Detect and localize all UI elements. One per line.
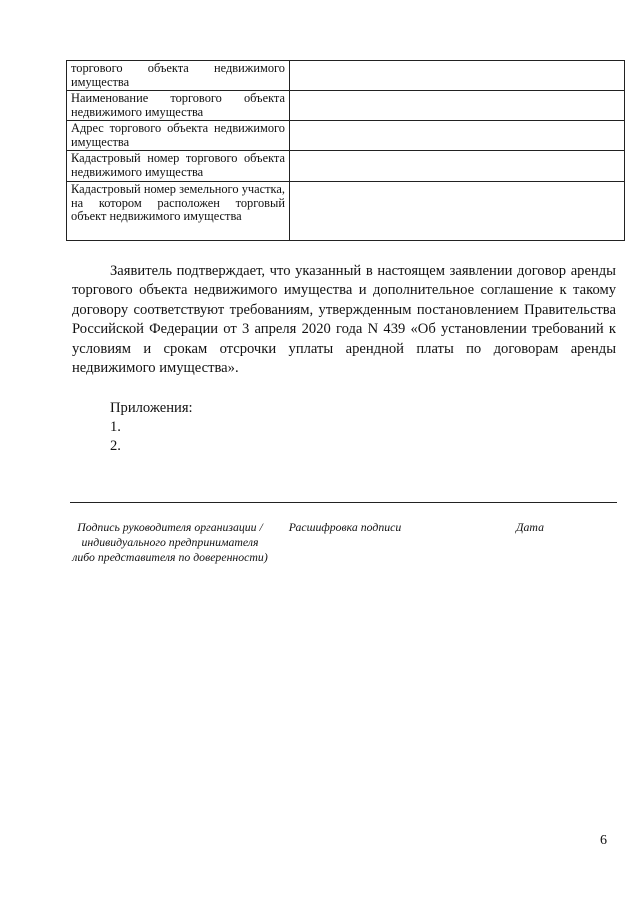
signature-line bbox=[70, 502, 617, 503]
row-label-object-name: Наименование торгового объекта недвижимого имущества bbox=[67, 91, 290, 121]
table-row bbox=[67, 121, 625, 151]
row-value-object-address[interactable] bbox=[290, 121, 625, 151]
table-row bbox=[67, 91, 625, 121]
signature-decoding-caption: Расшифровка подписи bbox=[288, 520, 402, 534]
applicant-statement: Заявитель подтверждает, что указанный в настоящем заявлении договор аренды торгового объекта недвижимого имущества и дополнительное соглашение к такому договору соответствуют требованиям, утвержденным постановлением Правительства Российской Федерации от 3 апреля 2020 года N 439 «Об установлении требований к условиям и срокам отсрочки уплаты арендной платы по договорам аренды недвижимого имущества». bbox=[72, 263, 616, 377]
table-row bbox=[67, 151, 625, 182]
row-label-object-continuation: торгового объекта недвижимого имущества bbox=[67, 61, 290, 91]
row-label-land-cadastral-number: Кадастровый номер земельного участка, на котором расположен торговый объект недвижимого имущества bbox=[67, 182, 290, 241]
table-row bbox=[67, 61, 625, 91]
page-number: 6 bbox=[600, 833, 607, 848]
row-label-object-address: Адрес торгового объекта недвижимого имущества bbox=[67, 121, 290, 151]
row-value-object-name[interactable] bbox=[290, 91, 625, 121]
date-caption: Дата bbox=[516, 520, 544, 534]
object-info-table bbox=[66, 60, 625, 241]
attachments-section bbox=[110, 399, 193, 456]
row-value-object-cadastral-number[interactable] bbox=[290, 151, 625, 182]
attachments-list bbox=[110, 418, 193, 456]
list-item: 2. bbox=[110, 438, 121, 454]
row-value-object-continuation[interactable] bbox=[290, 61, 625, 91]
attachments-title: Приложения: bbox=[110, 400, 193, 416]
table-row bbox=[67, 182, 625, 241]
row-value-land-cadastral-number[interactable] bbox=[290, 182, 625, 241]
row-label-object-cadastral-number: Кадастровый номер торгового объекта недвижимого имущества bbox=[67, 151, 290, 182]
signature-caption: Подпись руководителя организации / индивидуального предпринимателя либо представителя по доверенности) bbox=[72, 520, 268, 565]
list-item: 1. bbox=[110, 419, 121, 435]
